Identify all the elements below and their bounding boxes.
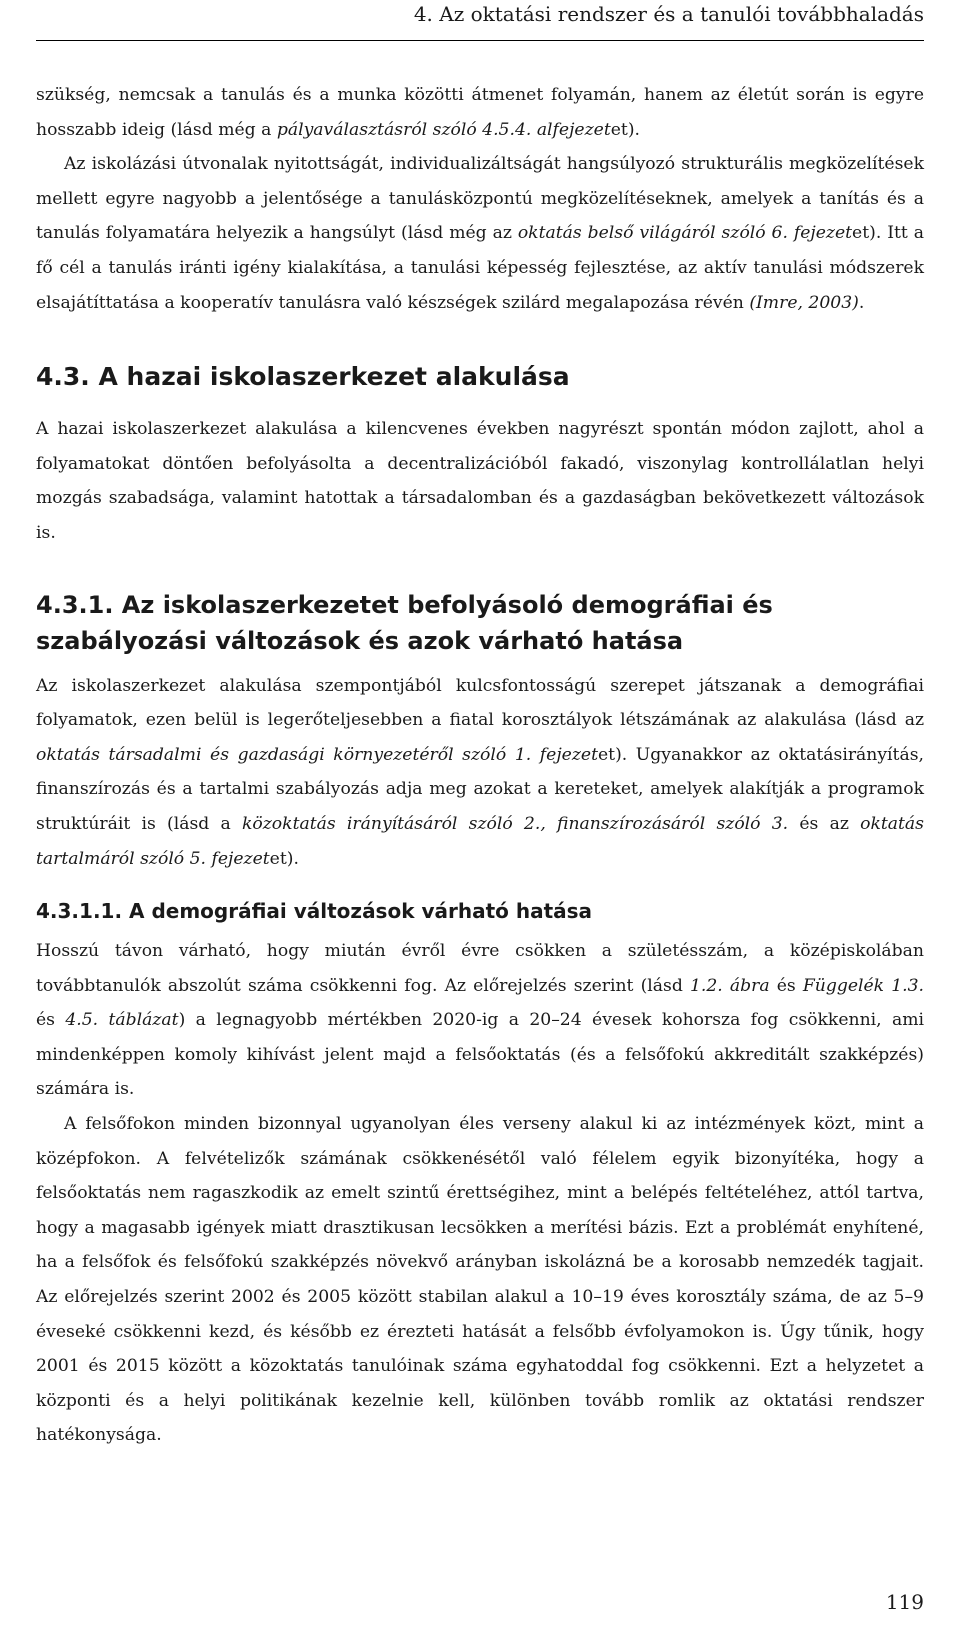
paragraph (36, 1107, 924, 1453)
text-run: és (769, 975, 803, 996)
text-run: et). Ugyanakkor az oktatásirányítás, finanszírozás és a tartalmi szabályozás adja meg azokat a kereteket, amelyek alakítják a programok struktúráit is (lásd a (36, 744, 924, 834)
text-run: . (858, 292, 865, 313)
paragraph (36, 412, 924, 550)
italic-text: oktatás társadalmi és gazdasági környezetéről szóló 1. fejezet (36, 744, 598, 765)
text-run: szükség, nemcsak a tanulás és a munka közötti átmenet folyamán, hanem az életút során is egyre hosszabb ideig (lásd még a (36, 85, 924, 140)
paragraph (36, 78, 924, 147)
italic-text: pályaválasztásról szóló 4.5.4. alfejezet (276, 119, 611, 140)
text-run: Az iskolázási útvonalak nyitottságát, individualizáltságát hangsúlyozó strukturális megközelítések mellett egyre nagyobb a jelentősége a tanulásközpontú megközelítéseknek, amelyek a tanítás és a tanulás folyamatára helyezik a hangsúlyt (lásd még az (36, 154, 924, 244)
subsection-heading: 4.3.1. Az iskolaszerkezetet befolyásoló demográfiai és szabályozási változások és azok várható hatása (36, 590, 773, 655)
page-body (36, 78, 924, 1453)
running-header: 4. Az oktatási rendszer és a tanulói továbbhaladás (36, 0, 924, 41)
italic-text: 1.2. ábra (689, 975, 770, 996)
text-run: ) a legnagyobb mértékben 2020-ig a 20–24 évesek kohorsza fog csökkenni, ami mindenképpen komoly kihívást jelent majd a felsőoktatás (és a felsőfokú akkreditált szakképzés) számára is. (36, 1010, 924, 1100)
text-run: A felsőfokon minden bizonnyal ugyanolyan éles verseny alakul ki az intézmények közt, mint a középfokon. A felvételizők számának csökkenésétől való félelem egyik bizonyítéka, hogy a felsőoktatás nem ragaszkodik az emelt szintű érettségihez, mint a belépés feltételéhez, attól tartva, hogy a magasabb igények miatt drasztikusan lecsökken a merítési bázis. Ezt a problémát enyhítené, ha a felsőfok és felsőfokú szakképzés növekvő arányban iskolázná be a korosabb nemzedék tagjait. Az előrejelzés szerint 2002 és 2005 között stabilan alakul a 10–19 éves korosztály száma, de az 5–9 éveseké csökkenni kezd, és később ez érezteti hatását a felsőbb évfolyamokon is. Úgy tűnik, hogy 2001 és 2015 között a közoktatás tanulóinak száma egyhatoddal fog csökkenni. Ezt a helyzetet a központi és a helyi politikának kezelnie kell, különben tovább romlik az oktatási rendszer hatékonysága. (36, 1114, 924, 1446)
text-run: és az (788, 813, 861, 834)
italic-text: 4.5. táblázat (65, 1010, 179, 1031)
italic-text: közoktatás irányításáról szóló 2., finanszírozásáról szóló 3. (241, 813, 789, 834)
text-run: és (36, 1010, 66, 1031)
italic-text: oktatás belső világáról szóló 6. fejezet (517, 223, 853, 244)
subsubsection-heading: 4.3.1.1. A demográfiai változások várható hatása (36, 899, 593, 924)
text-run: Hosszú távon várható, hogy miután évről évre csökken a születésszám, a középiskolában továbbtanulók abszolút száma csökkenni fog. Az előrejelzés szerint (lásd (36, 941, 924, 996)
section-heading: 4.3. A hazai iskolaszerkezet alakulása (36, 362, 570, 392)
italic-text: oktatás tartalmáról szóló 5. fejezet (36, 813, 924, 869)
page-number: 119 (885, 1590, 924, 1614)
text-run: et). Itt a fő cél a tanulás iránti igény kialakítása, a tanulási képesség fejlesztése, az aktív tanulási módszerek elsajátíttatása a kooperatív tanulásra való készségek szilárd megalapozása révén (36, 223, 924, 313)
text-run: A hazai iskolaszerkezet alakulása a kilencvenes években nagyrészt spontán módon zajlott, ahol a folyamatokat döntően befolyásolta a decentralizációból fakadó, viszonylag kontrollálatlan helyi mozgás szabadsága, valamint hatottak a társadalomban és a gazdaságban bekövetkezett változások is. (36, 419, 924, 543)
text-run: et). (610, 119, 640, 140)
paragraph (36, 669, 924, 877)
paragraph (36, 934, 924, 1107)
paragraph (36, 147, 924, 320)
text-run: et). (269, 848, 299, 869)
text-run: Az iskolaszerkezet alakulása szempontjából kulcsfontosságú szerepet játszanak a demográfiai folyamatok, ezen belül is legerőteljesebben a fiatal korosztályok létszámának az alakulása (lásd az (36, 675, 924, 731)
italic-text: (Imre, 2003) (749, 292, 859, 313)
italic-text: Függelék 1.3. (802, 975, 925, 996)
